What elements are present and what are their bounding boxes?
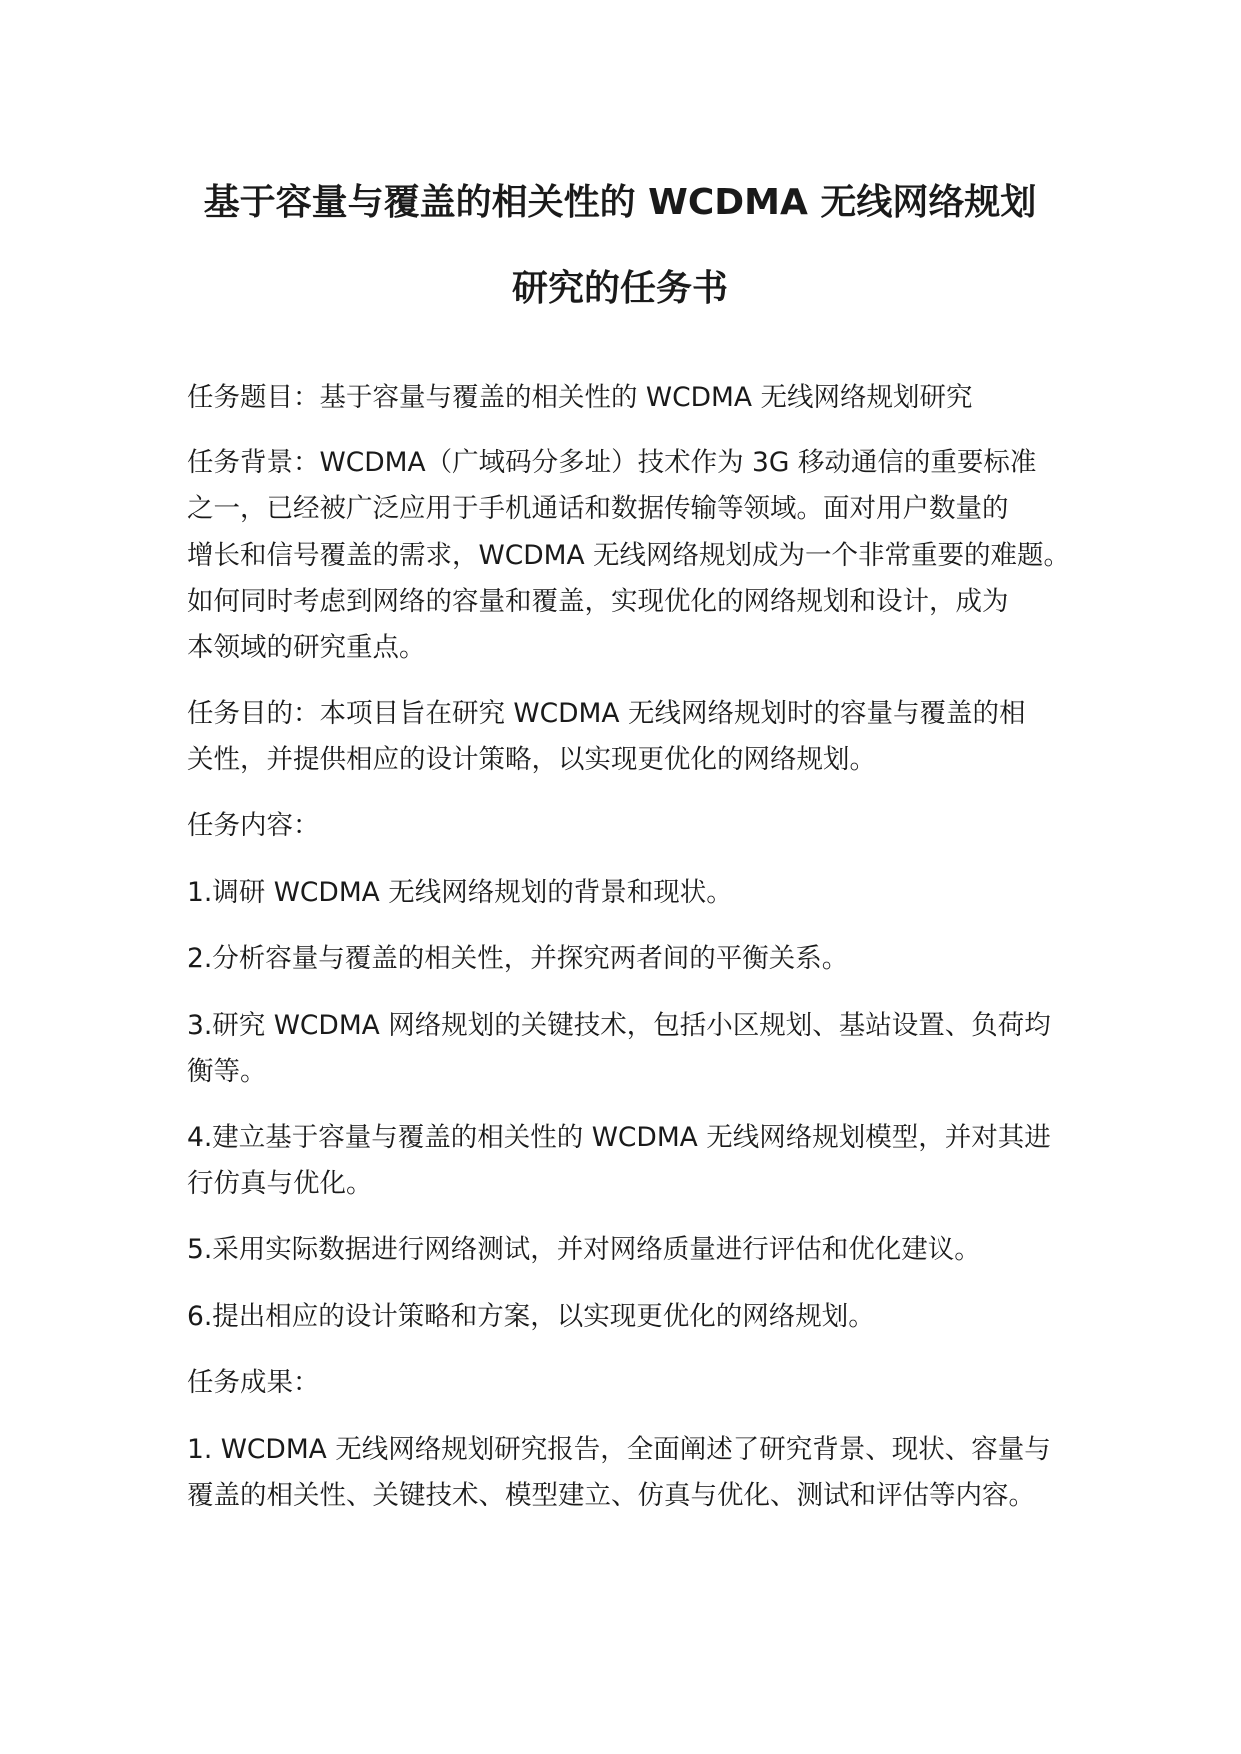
task-purpose-line-1: 任务目的：本项目旨在研究 WCDMA 无线网络规划时的容量与覆盖的相 — [187, 698, 1026, 729]
task-background-line-2: 之一，已经被广泛应用于手机通话和数据传输等领域。面对用户数量的 — [187, 493, 1009, 524]
task-background-line-4: 如何同时考虑到网络的容量和覆盖，实现优化的网络规划和设计，成为 — [187, 586, 1009, 617]
content-item-6: 6.提出相应的设计策略和方案，以实现更优化的网络规划。 — [187, 1301, 875, 1332]
task-background-line-5: 本领域的研究重点。 — [187, 632, 426, 663]
document-title-line-2: 研究的任务书 — [511, 268, 728, 309]
content-item-2: 2.分析容量与覆盖的相关性，并探究两者间的平衡关系。 — [187, 943, 849, 974]
task-background-line-3: 增长和信号覆盖的需求，WCDMA 无线网络规划成为一个非常重要的难题。 — [187, 540, 1071, 571]
result-item-1-line-1: 1. WCDMA 无线网络规划研究报告，全面阐述了研究背景、现状、容量与 — [187, 1434, 1051, 1465]
task-content-heading: 任务内容： — [187, 810, 320, 841]
result-item-1-line-2: 覆盖的相关性、关键技术、模型建立、仿真与优化、测试和评估等内容。 — [187, 1480, 1035, 1511]
task-results-heading: 任务成果： — [187, 1367, 320, 1398]
task-background-line-1: 任务背景：WCDMA（广域码分多址）技术作为 3G 移动通信的重要标准 — [187, 447, 1037, 478]
content-item-4-line-2: 行仿真与优化。 — [187, 1168, 373, 1199]
content-item-3-line-1: 3.研究 WCDMA 网络规划的关键技术，包括小区规划、基站设置、负荷均 — [187, 1010, 1051, 1041]
content-item-1: 1.调研 WCDMA 无线网络规划的背景和现状。 — [187, 877, 733, 908]
content-item-5: 5.采用实际数据进行网络测试，并对网络质量进行评估和优化建议。 — [187, 1234, 981, 1265]
task-purpose-line-2: 关性，并提供相应的设计策略，以实现更优化的网络规划。 — [187, 744, 876, 775]
content-item-4-line-1: 4.建立基于容量与覆盖的相关性的 WCDMA 无线网络规划模型，并对其进 — [187, 1122, 1051, 1153]
task-topic-line: 任务题目：基于容量与覆盖的相关性的 WCDMA 无线网络规划研究 — [187, 382, 973, 413]
content-item-3-line-2: 衡等。 — [187, 1056, 267, 1087]
document-title-line-1: 基于容量与覆盖的相关性的 WCDMA 无线网络规划 — [203, 182, 1037, 223]
